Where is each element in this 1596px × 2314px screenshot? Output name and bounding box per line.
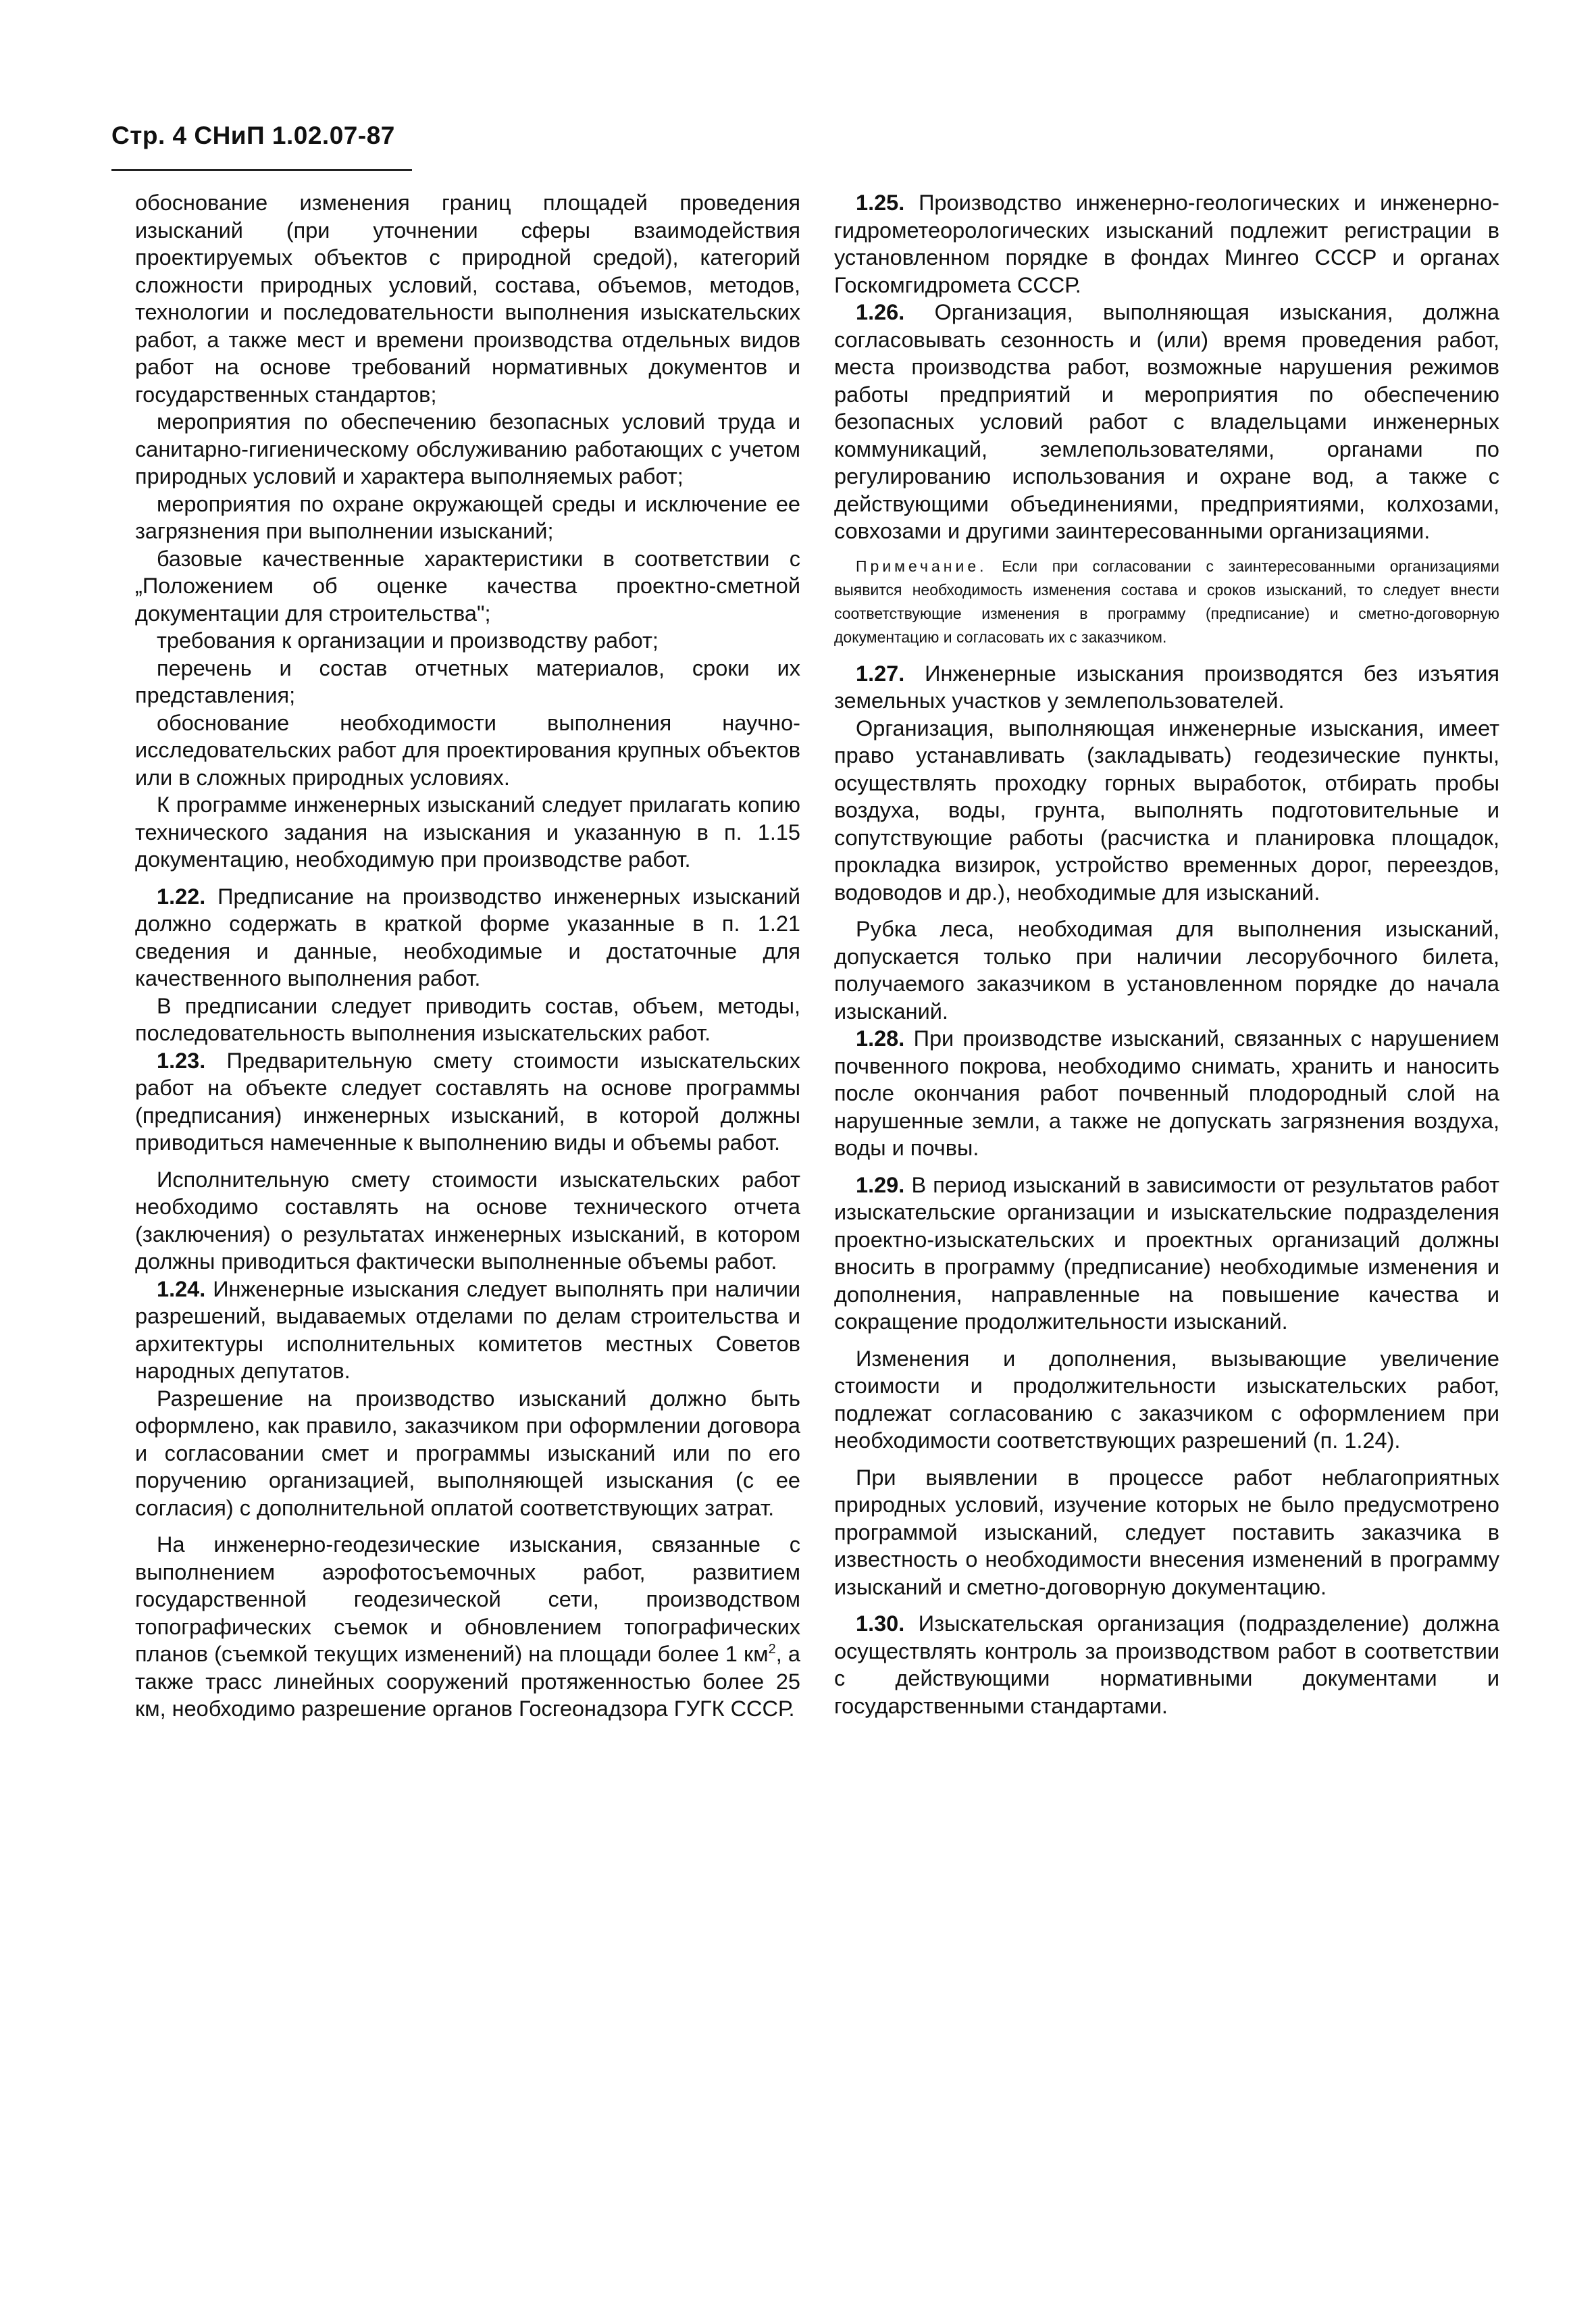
clause-text: Предписание на производство инженерных изысканий должно содержать в краткой форме указанные в п. 1.21 сведения и данные, необходимые и достаточные для качественного выполнения работ. — [135, 884, 800, 990]
paragraph: К программе инженерных изысканий следует прилагать копию технического задания на изыскания и указанную в п. 1.15 документацию, необходимую при производстве работ. — [135, 793, 800, 872]
paragraph: базовые качественные характеристики в соответствии с „Положением об оценке качества проектно-сметной документации для строительства"; — [135, 546, 800, 626]
clause-number: 1.25. — [856, 191, 905, 215]
clause-1-27 — [834, 660, 1499, 715]
paragraph: В предписании следует приводить состав, объем, методы, последовательность выполнения изыскательских работ. — [135, 993, 800, 1045]
page-header: Стр. 4 СНиП 1.02.07-87 — [111, 122, 395, 149]
clause-number: 1.28. — [856, 1026, 905, 1051]
paragraph: мероприятия по обеспечению безопасных условий труда и санитарно-гигиеническому обслуживанию работающих с учетом природных условий и характера выполняемых работ; — [135, 409, 800, 488]
paragraph: Рубка леса, необходимая для выполнения изысканий, допускается только при наличии лесорубочного билета, получаемого заказчиком в установленном порядке до начала изысканий. — [834, 917, 1499, 1024]
clause-text: Изыскательская организация (подразделение) должна осуществлять контроль за производством работ в соответствии с действующими нормативными документами и государственными стандартами. — [834, 1611, 1499, 1718]
clause-1-26 — [834, 299, 1499, 545]
left-column — [135, 189, 800, 1723]
clause-text: Организация, выполняющая изыскания, должна согласовывать сезонность и (или) время проведения работ, места производства работ, возможные нарушения режимов работы предприятий и мероприятия по обеспечению безопасных условий работ с владельцами инженерных коммуникаций, землепользователями, органами по регулированию использования и охране вод, а также с действующими объединениями, предприятиями, колхозами, совхозами и другими заинтересованными организациями. — [834, 300, 1499, 543]
clause-number: 1.26. — [856, 300, 905, 324]
clause-1-24 — [135, 1276, 800, 1385]
clause-1-23 — [135, 1047, 800, 1157]
right-column — [834, 189, 1499, 1719]
clause-text: При производстве изысканий, связанных с нарушением почвенного покрова, необходимо снимать, хранить и наносить после окончания работ почвенный плодородный слой на нарушенные земли, а также не допускать загрязнения воздуха, воды и почвы. — [834, 1026, 1500, 1160]
clause-1-22 — [135, 883, 800, 992]
clause-text: Инженерные изыскания производятся без изъятия земельных участков у землепользователей. — [834, 661, 1500, 713]
clause-number: 1.23. — [157, 1048, 206, 1073]
paragraph: перечень и состав отчетных материалов, сроки их представления; — [135, 655, 800, 707]
clause-1-29 — [834, 1172, 1499, 1336]
paragraph: При выявлении в процессе работ неблагоприятных природных условий, изучение которых не было предусмотрено программой изысканий, следует поставить заказчика в известность о необходимости внесения изменений в программу изысканий и сметно-договорную документацию. — [834, 1465, 1499, 1599]
clause-number: 1.29. — [856, 1172, 905, 1197]
clause-1-28 — [834, 1025, 1499, 1162]
note-label: Примечание. — [856, 557, 987, 575]
paragraph: обоснование необходимости выполнения научно-исследовательских работ для проектирования крупных объектов или в сложных природных условиях. — [135, 710, 800, 790]
clause-text: Инженерные изыскания следует выполнять при наличии разрешений, выдаваемых отделами по делам строительства и архитектуры исполнительных комитетов местных Советов народных депутатов. — [135, 1276, 800, 1383]
clause-text: Производство инженерно-геологических и инженерно-гидрометеорологических изысканий подлежит регистрации в установленном порядке в фондах Мингео СССР и органах Госкомгидромета СССР. — [834, 191, 1499, 297]
paragraph: Организация, выполняющая инженерные изыскания, имеет право устанавливать (закладывать) геодезические пункты, осуществлять проходку горных выработок, отбирать пробы воздуха, воды, грунта, выполнять подготовительные и сопутствующие работы (расчистка и планировка площадок, прокладка визирок, устройство временных дорог, переездов, водоводов и др.), необходимые для изысканий. — [834, 715, 1499, 905]
clause-number: 1.30. — [856, 1611, 905, 1636]
paragraph: требования к организации и производству работ; — [157, 628, 659, 653]
clause-text: В период изысканий в зависимости от результатов работ изыскательские организации и изыскательские подразделения проектно-изыскательских и проектных организаций должны вносить в программу (предписание) необходимые изменения и дополнения, направленные на повышение качества и сокращение продолжительности изысканий. — [834, 1172, 1499, 1334]
paragraph — [135, 1531, 800, 1723]
paragraph: мероприятия по охране окружающей среды и исключение ее загрязнения при выполнении изысканий; — [135, 491, 800, 543]
superscript: 2 — [768, 1642, 776, 1657]
note — [834, 555, 1499, 649]
clause-number: 1.24. — [157, 1276, 206, 1301]
note-text: Если при согласовании с заинтересованными организациями выявится необходимость изменения состава и сроков изысканий, то следует внести соответствующие изменения в программу (предписание) и сметно-договорную документацию и согласовать их с заказчиком. — [834, 557, 1500, 646]
paragraph-text: На инженерно-геодезические изыскания, связанные с выполнением аэрофотосъемочных работ, развитием государственной геодезической сети, производством топографических съемок и обновлением топографических планов (съемкой текущих изменений) на площади более 1 км — [135, 1532, 800, 1666]
header-rule — [111, 169, 412, 171]
clause-number: 1.27. — [856, 661, 905, 686]
clause-1-25 — [834, 189, 1499, 299]
paragraph: Разрешение на производство изысканий должно быть оформлено, как правило, заказчиком при оформлении договора и согласовании смет и программы изысканий или по его поручению организацией, выполняющей изыскания (с ее согласия) с дополнительной оплатой соответствующих затрат. — [135, 1386, 800, 1520]
paragraph: Исполнительную смету стоимости изыскательских работ необходимо составлять на основе технического отчета (заключения) о результатах инженерных изысканий, в котором должны приводиться фактически выполненные объемы работ. — [135, 1167, 800, 1274]
clause-text: Предварительную смету стоимости изыскательских работ на объекте следует составлять на основе программы (предписания) инженерных изысканий, в которой должны приводиться намеченные к выполнению виды и объемы работ. — [135, 1048, 800, 1155]
paragraph: обоснование изменения границ площадей проведения изысканий (при уточнении сферы взаимодействия проектируемых объектов с природной средой), категорий сложности природных условий, состава, объемов, методов, технологии и последовательности выполнения изыскательских работ, а также мест и времени производства отдельных видов работ на основе требований нормативных документов и государственных стандартов; — [135, 191, 800, 407]
clause-number: 1.22. — [157, 884, 206, 909]
clause-1-30 — [834, 1610, 1499, 1719]
paragraph-text: , а также трасс линейных сооружений протяженностью более 25 км, необходимо разрешение органов Госгеонадзора ГУГК СССР. — [135, 1642, 800, 1721]
paragraph: Изменения и дополнения, вызывающие увеличение стоимости и продолжительности изыскательских работ, подлежат согласованию с заказчиком с оформлением при необходимости соответствующих разрешений (п. 1.24). — [834, 1346, 1499, 1453]
